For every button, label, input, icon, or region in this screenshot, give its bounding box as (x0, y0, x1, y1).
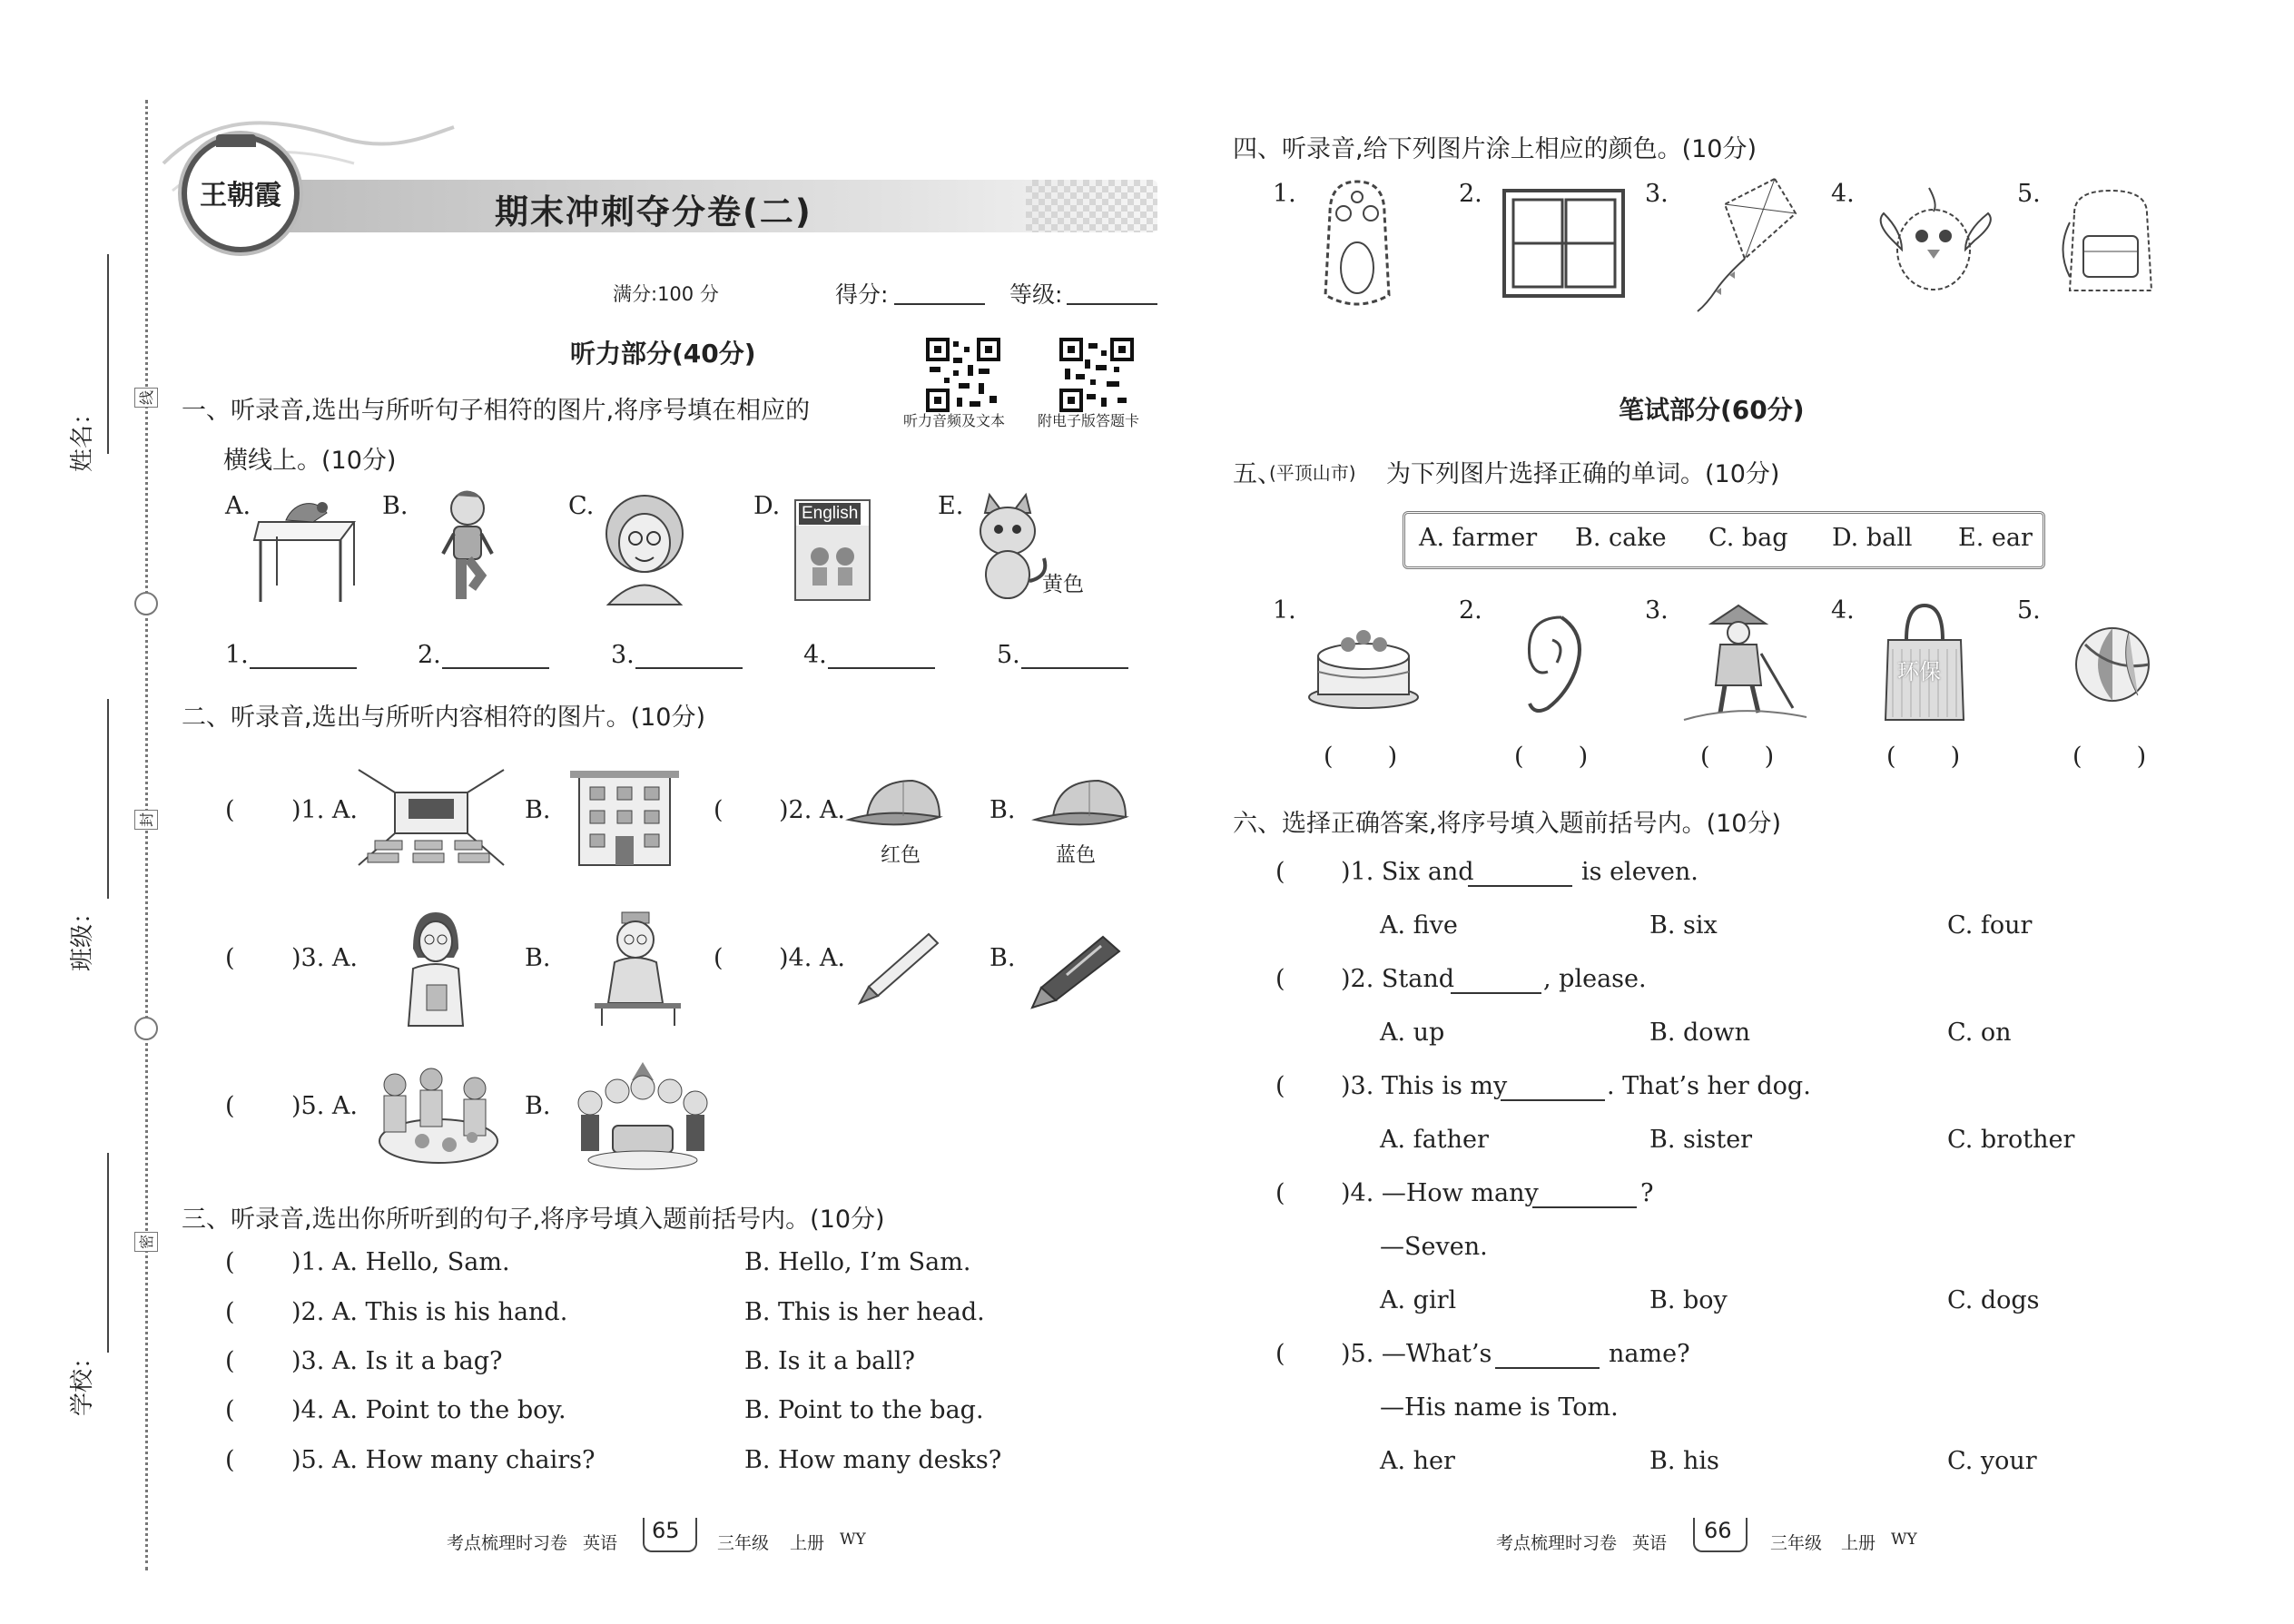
q6-item4-stem: )4. —How many (1341, 1179, 1539, 1207)
q6-item5-opt-c: C. your (1947, 1447, 2037, 1475)
grade-field[interactable] (1067, 303, 1157, 305)
writing-heading: 笔试部分(60分) (1619, 395, 1805, 425)
q3-item5-a: )5. A. How many chairs? (291, 1446, 596, 1474)
q1-blank-2-number: 2. (418, 641, 441, 669)
qr-code-audio-icon[interactable] (926, 338, 1000, 412)
nurse-picture (595, 912, 685, 1026)
q3-item3-b: B. Is it a ball? (744, 1347, 915, 1375)
q6-item1-stem: )1. Six and (1341, 858, 1474, 886)
q2-item1-paren[interactable]: ( (225, 796, 235, 824)
footer-left-subject: 英语 (583, 1533, 618, 1553)
q2-item3-paren[interactable]: ( (225, 944, 235, 972)
teacher-picture (399, 912, 472, 1026)
q5-title-prefix: 五、 (1233, 460, 1282, 488)
q6-item4-tail: ? (1640, 1179, 1654, 1207)
q1-blank-1[interactable] (250, 667, 357, 669)
logo-text: 王朝霞 (200, 180, 281, 212)
q3-item3-paren[interactable]: ( (225, 1347, 235, 1375)
q6-item3-paren[interactable]: ( (1275, 1072, 1285, 1100)
boy-standing-picture (436, 488, 499, 606)
footer-right-series: 考点梳理时习卷 (1496, 1533, 1618, 1553)
school-field[interactable] (107, 1153, 109, 1353)
name-label: 姓名： (69, 400, 96, 472)
q6-item4-paren[interactable]: ( (1275, 1179, 1285, 1207)
q1-blank-3[interactable] (635, 667, 743, 669)
q6-item5-opt-b: B. his (1649, 1447, 1719, 1475)
q1-option-a: A. (225, 492, 251, 520)
q6-item4-blank[interactable] (1532, 1206, 1637, 1208)
q6-item5-reply: —His name is Tom. (1380, 1393, 1619, 1422)
q1-blank-1-number: 1. (225, 641, 249, 669)
q1-blank-5-number: 5. (997, 641, 1020, 669)
q5-title: 为下列图片选择正确的单词。(10分) (1386, 460, 1780, 488)
q5-num-4: 4. (1831, 596, 1855, 625)
q3-item4-b: B. Point to the bag. (744, 1396, 984, 1424)
q6-item4-opt-a: A. girl (1380, 1286, 1457, 1314)
binding-circle-1 (134, 592, 158, 615)
page-title: 期末冲刺夺分卷(二) (495, 192, 812, 231)
seal-mark-mid: 封 (134, 810, 158, 830)
q6-item4-opt-c: C. dogs (1947, 1286, 2040, 1314)
ear-picture (1511, 608, 1589, 717)
monster-picture (1316, 177, 1398, 313)
q6-item5-blank[interactable] (1495, 1367, 1600, 1369)
score-label: 得分: (835, 281, 889, 308)
q2-title: 二、听录音,选出与所听内容相符的图片。(10分) (182, 704, 706, 732)
binding-circle-2 (134, 1017, 158, 1040)
seal-mark-top: 线 (134, 388, 158, 408)
q5-word-c: C. bag (1708, 524, 1788, 552)
q2-item1-b: B. (525, 796, 551, 824)
cap-color-b: 蓝色 (1056, 844, 1097, 867)
q6-item3-opt-a: A. father (1380, 1126, 1489, 1154)
q3-item4-paren[interactable]: ( (225, 1396, 235, 1424)
cat-color-label: 黄色 (1042, 573, 1084, 596)
q5-num-1: 1. (1273, 596, 1296, 625)
q3-item2-b: B. This is her head. (744, 1298, 985, 1326)
q3-item5-b: B. How many desks? (744, 1446, 1002, 1474)
q6-item3-stem: )3. This is my (1341, 1072, 1508, 1100)
english-book-picture (794, 499, 871, 601)
logo-crown-icon (216, 134, 256, 147)
kite-picture (1689, 177, 1797, 313)
q3-item2-a: )2. A. This is his hand. (291, 1298, 568, 1326)
q5-answer-3[interactable]: ( ) (1700, 743, 1775, 771)
backpack-picture (2056, 186, 2165, 300)
q5-word-d: D. ball (1832, 524, 1913, 552)
building-picture (570, 767, 679, 867)
q5-num-2: 2. (1459, 596, 1482, 625)
q5-region: (平顶山市) (1269, 462, 1356, 484)
q5-num-5: 5. (2017, 596, 2041, 625)
q3-item5-paren[interactable]: ( (225, 1446, 235, 1474)
q2-item5-paren[interactable]: ( (225, 1092, 235, 1120)
school-label: 学校： (69, 1344, 96, 1416)
q1-blank-4-number: 4. (803, 641, 827, 669)
pen-picture (1030, 935, 1121, 1008)
listening-heading: 听力部分(40分) (570, 339, 756, 369)
footer-left-term: 上册 (790, 1533, 825, 1553)
q6-item3-tail: . That’s her dog. (1607, 1072, 1811, 1100)
q2-item2-paren[interactable]: ( (714, 796, 724, 824)
birthday-party-picture (572, 1062, 713, 1171)
footer-right-subject: 英语 (1632, 1533, 1668, 1553)
seal-mark-bot: 密 (134, 1232, 158, 1252)
binding-dotted-line (145, 100, 148, 1570)
bird-picture (1875, 186, 1997, 304)
footer-left-code: WY (840, 1530, 866, 1549)
bag-text: 环保 (1897, 659, 1941, 684)
q5-word-e: E. ear (1958, 524, 2033, 552)
q3-item2-paren[interactable]: ( (225, 1298, 235, 1326)
q5-answer-1[interactable]: ( ) (1324, 743, 1398, 771)
q1-blank-4[interactable] (828, 667, 935, 669)
q1-title-line2: 横线上。(10分) (223, 447, 397, 475)
q1-blank-5[interactable] (1021, 667, 1128, 669)
footer-right-grade: 三年级 (1770, 1533, 1823, 1553)
q2-item5-label: )5. A. (291, 1092, 358, 1120)
q4-num-2: 2. (1459, 180, 1482, 208)
q6-item2-paren[interactable]: ( (1275, 965, 1285, 993)
classroom-picture (359, 770, 504, 865)
family-dinner-picture (368, 1067, 508, 1171)
q5-word-b: B. cake (1575, 524, 1667, 552)
q6-item2-blank[interactable] (1451, 992, 1541, 994)
q2-item2-b: B. (989, 796, 1016, 824)
qr1-caption: 听力音频及文本 (903, 412, 1006, 429)
q2-item3-b: B. (525, 944, 551, 972)
q6-item3-opt-b: B. sister (1649, 1126, 1753, 1154)
q1-option-b: B. (382, 492, 409, 520)
q3-item4-a: )4. A. Point to the boy. (291, 1396, 566, 1424)
q1-option-c: C. (568, 492, 595, 520)
q5-word-a: A. farmer (1419, 524, 1538, 552)
footer-left-page-number: 65 (652, 1518, 680, 1543)
q6-item2-opt-c: C. on (1947, 1019, 2012, 1047)
q3-item1-a: )1. A. Hello, Sam. (291, 1248, 510, 1276)
qr2-caption: 附电子版答题卡 (1038, 412, 1140, 429)
q4-num-5: 5. (2017, 180, 2041, 208)
q6-item1-blank[interactable] (1468, 885, 1572, 887)
q2-item3-label: )3. A. (291, 944, 358, 972)
full-score: 满分:100 分 (613, 283, 719, 305)
q6-item2-opt-a: A. up (1380, 1019, 1445, 1047)
q1-blank-3-number: 3. (611, 641, 635, 669)
bird-on-desk-picture (250, 495, 363, 604)
q2-item5-b: B. (525, 1092, 551, 1120)
q6-item2-tail: , please. (1543, 965, 1647, 993)
ball-picture (2074, 626, 2151, 704)
q1-option-d: D. (753, 492, 781, 520)
q3-title: 三、听录音,选出你所听到的句子,将序号填入题前括号内。(10分) (182, 1206, 885, 1234)
name-field[interactable] (107, 254, 109, 454)
q4-title: 四、听录音,给下列图片涂上相应的颜色。(10分) (1233, 135, 1757, 163)
q6-title: 六、选择正确答案,将序号填入题前括号内。(10分) (1233, 810, 1782, 838)
cap-color-a: 红色 (881, 844, 921, 867)
blue-cap-picture (1035, 776, 1135, 831)
q5-answer-2[interactable]: ( ) (1514, 743, 1589, 771)
q6-item1-opt-a: A. five (1380, 911, 1458, 940)
q3-item1-b: B. Hello, I’m Sam. (744, 1248, 971, 1276)
footer-right-code: WY (1891, 1530, 1917, 1549)
cat-picture (962, 495, 1053, 604)
logo-badge (182, 134, 300, 252)
title-banner-pattern (1026, 180, 1157, 232)
q2-item1-label: )1. A. (291, 796, 358, 824)
q3-item3-a: )3. A. Is it a bag? (291, 1347, 503, 1375)
q4-num-3: 3. (1645, 180, 1669, 208)
q1-option-e: E. (938, 492, 964, 520)
qr-code-answer-card-icon[interactable] (1059, 338, 1134, 412)
window-picture (1502, 189, 1625, 298)
q4-num-4: 4. (1831, 180, 1855, 208)
q3-item1-paren[interactable]: ( (225, 1248, 235, 1276)
grade-label: 等级: (1009, 281, 1063, 308)
cake-picture (1307, 615, 1421, 711)
english-book-label: English (799, 503, 861, 525)
q6-item2-opt-b: B. down (1649, 1019, 1751, 1047)
q6-item4-reply: —Seven. (1380, 1233, 1488, 1261)
red-cap-picture (849, 776, 949, 831)
q6-item3-opt-c: C. brother (1947, 1126, 2075, 1154)
q4-num-1: 1. (1273, 180, 1296, 208)
q2-item2-label: )2. A. (779, 796, 845, 824)
q2-item4-label: )4. A. (779, 944, 845, 972)
q6-item1-paren[interactable]: ( (1275, 858, 1285, 886)
q6-item1-opt-c: C. four (1947, 911, 2033, 940)
q6-item5-stem: )5. —What’s (1341, 1340, 1492, 1368)
q6-item4-opt-b: B. boy (1649, 1286, 1728, 1314)
class-label: 班级： (69, 900, 96, 971)
q6-item2-stem: )2. Stand (1341, 965, 1454, 993)
q1-title: 一、听录音,选出与所听句子相符的图片,将序号填在相应的 (182, 397, 811, 425)
grandmother-picture (599, 488, 690, 605)
footer-right-term: 上册 (1841, 1533, 1876, 1553)
q5-answer-4[interactable]: ( ) (1886, 743, 1961, 771)
footer-left-series: 考点梳理时习卷 (447, 1533, 568, 1553)
q6-item1-opt-b: B. six (1649, 911, 1718, 940)
q6-item3-blank[interactable] (1501, 1099, 1605, 1101)
class-field[interactable] (107, 699, 109, 899)
q6-item5-paren[interactable]: ( (1275, 1340, 1285, 1368)
pencil-picture (858, 930, 940, 1003)
farmer-picture (1684, 604, 1807, 722)
q6-item1-tail: is eleven. (1581, 858, 1698, 886)
score-field[interactable] (894, 303, 985, 305)
book-figures-icon (803, 542, 861, 587)
q2-item4-paren[interactable]: ( (714, 944, 724, 972)
q6-item5-opt-a: A. her (1380, 1447, 1455, 1475)
q6-item5-tail: name? (1609, 1340, 1690, 1368)
q1-blank-2[interactable] (442, 667, 549, 669)
q2-item4-b: B. (989, 944, 1016, 972)
q5-num-3: 3. (1645, 596, 1669, 625)
q5-answer-5[interactable]: ( ) (2072, 743, 2147, 771)
footer-left-grade: 三年级 (717, 1533, 770, 1553)
footer-right-page-number: 66 (1704, 1518, 1732, 1543)
